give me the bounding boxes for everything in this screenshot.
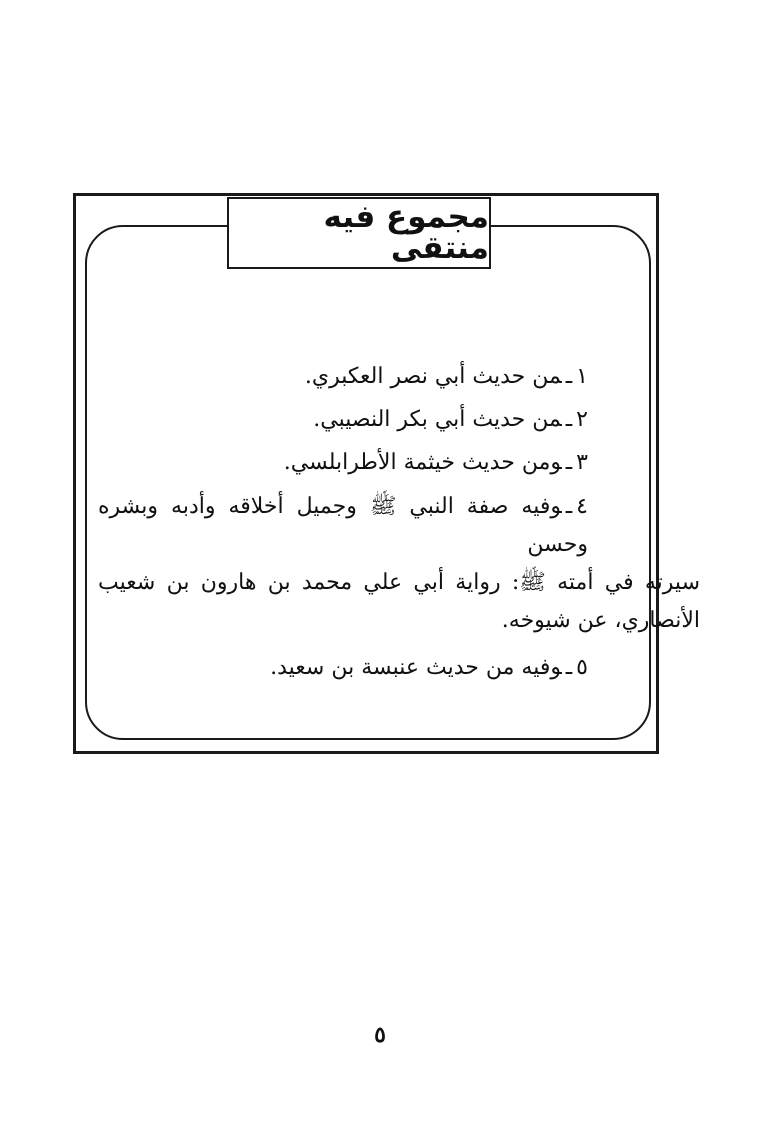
title-box: [227, 197, 491, 269]
item-dash: ـ: [565, 407, 573, 432]
item-number: ٣: [576, 450, 588, 475]
list-item-2: [98, 398, 588, 441]
item-dash: ـ: [565, 655, 573, 680]
list-item-4: [98, 484, 700, 646]
item-number: ٤: [576, 494, 588, 519]
list-item-5: [98, 646, 588, 689]
item-text: من حديث أبي بكر النصيبي.: [313, 407, 562, 432]
page-number: ٥: [374, 1022, 386, 1048]
item-text: ومن حديث خيثمة الأطرابلسي.: [283, 450, 562, 475]
contents-list: [98, 355, 700, 689]
item-dash: ـ: [565, 450, 573, 475]
item-text: وفيه من حديث عنبسة بن سعيد.: [270, 655, 562, 680]
list-item-3: [98, 441, 588, 484]
item-dash: ـ: [565, 494, 573, 519]
item-number: ١: [576, 364, 588, 389]
item-number: ٥: [576, 655, 588, 680]
item-text-line1: وفيه صفة النبي ﷺ وجميل أخلاقه وأدبه وبشره وحسن: [98, 494, 588, 557]
item-dash: ـ: [565, 364, 573, 389]
item-first-line: [98, 488, 588, 564]
item-number: ٢: [576, 407, 588, 432]
item-text: من حديث أبي نصر العكبري.: [304, 364, 562, 389]
item-text-rest: سيرته في أمته ﷺ: رواية أبي علي محمد بن هارون بن شعيب الأنصاري، عن شيوخه.: [98, 570, 700, 633]
list-item-1: [98, 355, 588, 398]
page-title: مجموع فيه منتقى: [323, 199, 489, 266]
